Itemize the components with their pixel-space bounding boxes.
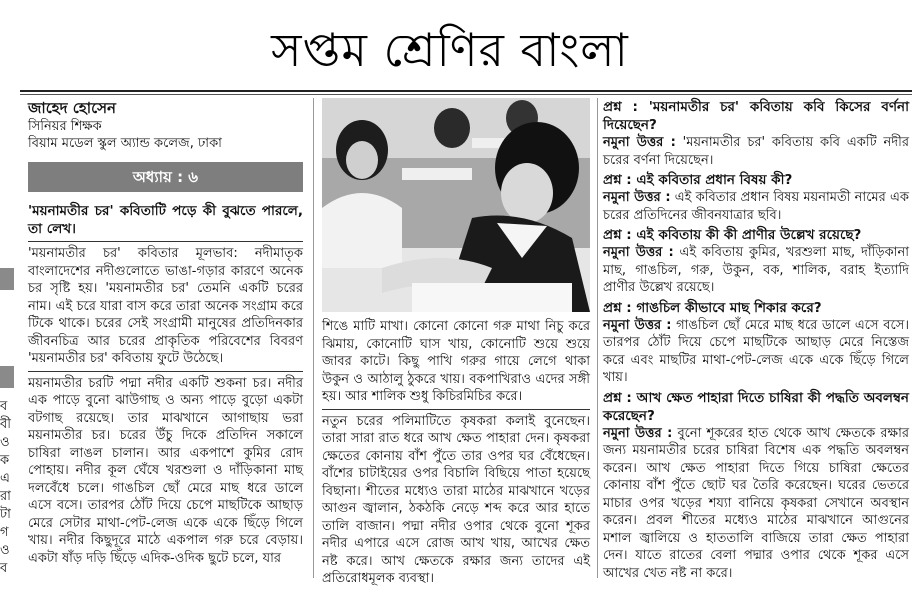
column-left (28, 98, 303, 569)
column-divider (597, 98, 598, 578)
edge-glyph: টা (0, 507, 11, 522)
lesson-question: 'ময়নামতীর চর' কবিতাটি পড়ে কী বুঝতে পারলে, তা লেখ। (28, 203, 303, 237)
edge-glyph: গ (0, 525, 9, 540)
edge-glyph: বী (0, 417, 11, 432)
qa-question: প্রশ্ন : গাঙচিল কীভাবে মাছ শিকার করে? (603, 299, 822, 316)
qa-answer-label: নমুনা উত্তর : (603, 425, 673, 441)
summary-paragraph: 'ময়নামতীর চর' কবিতার মূলভাব: নদীমাতৃক বাংলাদেশের নদীগুলোতে ভাঙা-গড়ার কারণে অনেক চর সৃষ্টি হয়। 'ময়নামতীর চর' তেমনি একটি চরের নাম। এই চরে যারা বাস করে তারা অনেক সংগ্রাম করে টিকে থাকে। চরের সেই সংগ্রামী মানুষের প্রতিদিনকার জীবনচিত্র আর চরের প্রাকৃতিক পরিবেশের বিবরণ 'ময়নামতীর চর' কবিতায় ফুটে উঠেছে। (28, 246, 303, 366)
qa-item (603, 98, 909, 169)
qa-item (603, 171, 909, 224)
adjacent-page-edge (0, 98, 14, 583)
qa-answer: এই কবিতার প্রধান বিষয় ময়নামতী নামের এক চরের প্রতিদিনের জীবনযাত্রার ছবি। (603, 190, 909, 223)
edge-glyph: ব (0, 561, 8, 576)
qa-question: প্রশ্ন : আখ ক্ষেত পাহারা দিতে চাষিরা কী পদ্ধতি অবলম্বন করেছেন? (603, 389, 909, 424)
author-school: বিয়াম মডেল স্কুল অ্যান্ড কলেজ, ঢাকা (28, 136, 222, 151)
body-paragraph: ময়নামতীর চরটি পদ্মা নদীর একটি শুকনা চর। নদীর এক পাড়ে বুনো ঝাউগাছ ও অন্য পাড়ে বুড়ো একটা বটগাছ রয়েছে। তার মাঝখানে আগাছায় ভরা ময়নামতীর চর। চরের উঁচু দিকে প্রতিদিন সকালে চাষিরা লাঙল চালান। আর একপাশে কুমির রোদ পোহায়। নদীর কূল ঘেঁষে খরশুলা ও দাঁড়িকানা মাছ দলবেঁধে চলে। গাঙচিল ছোঁ মেরে মাছ ধরে ডালে এসে বসে। তারপর ঠোঁট দিয়ে চেপে মাছটিকে আছাড় মেরে সেটার মাথা-পেট-লেজ একে একে ছিঁড়ে গিলে খায়। নদীর কিছুদূরে মাঠে একপাল গরু চরে বেড়ায়। একটা ষাঁড় দড়ি ছিঁড়ে এদিক-ওদিক ছুটে চলে, যার (28, 375, 303, 566)
header-rule (20, 90, 912, 92)
qa-answer: বুনো শূকরের হাত থেকে আখ ক্ষেতকে রক্ষার জন্য ময়নামতীর চরের চাষিরা বিশেষ এক পদ্ধতি অবলম্বন করেন। আখ ক্ষেত পাহারা দিতে গিয়ে চাষিরা ক্ষেতের কোনায় বাঁশ পুঁতে ছোট ঘর তৈরি করেছেন। ঘরের ভেতরে মাচার ওপর খড়ের শয্যা বানিয়ে কৃষকরা সেখানে অবস্থান করেন। প্রবল শীতের মধ্যেও মাঠের মাঝখানে আগুনের মশাল জ্বালিয়ে ও হাততালি বাজিয়ে তারা ক্ষেত পাহারা দেন। যাতে রাতের বেলা পদ্মার ওপার থেকে শূকর এসে আখের খেত নষ্ট না করে। (603, 425, 909, 581)
edge-glyph: রা (0, 489, 11, 504)
qa-item (603, 226, 909, 297)
body-paragraph: নতুন চরের পলিমাটিতে কৃষকরা কলাই বুনেছেন। তারা সারা রাত ধরে আখ ক্ষেত পাহারা দেন। কৃষকরা ক্ষেতের কোনায় বাঁশ পুঁতে তার ওপর ঘর বেঁধেছেন। বাঁশের চাটাইয়ের ওপর বিচালি বিছিয়ে পাতা হয়েছে বিছানা। শীতের মধ্যেও তারা মাঠের মাঝখানে খড়ের আগুন জ্বালান, ঠকঠকি নেড়ে শব্দ করে আর হাতে তালি বাজান। পদ্মা নদীর ওপার থেকে বুনো শূকর নদীর এপারে এসে রোজ আখ খায়, আখের ক্ষেত নষ্ট করে। আখ ক্ষেতকে রক্ষার জন্য তাদের এই প্রতিরোধমূলক ব্যবস্থা। (322, 413, 590, 586)
divider (28, 241, 303, 242)
edge-gray-bar (0, 366, 14, 388)
chapter-banner: অধ্যায় : ৬ (28, 162, 303, 192)
edge-gray-bar (0, 268, 14, 290)
qa-answer-label: নমুনা উত্তর : (603, 190, 671, 205)
edge-glyph: ব (0, 399, 8, 414)
edge-glyph: এ (0, 471, 10, 486)
header-rule-thin (20, 94, 912, 95)
qa-answer-label: নমুনা উত্তর : (603, 317, 672, 333)
edge-glyph: ক (0, 453, 10, 468)
qa-question: প্রশ্ন : এই কবিতার প্রধান বিষয় কী? (603, 172, 793, 188)
edge-glyph: ও (0, 435, 10, 450)
column-middle (322, 318, 590, 590)
author-name: জাহেদ হোসেন (28, 99, 116, 117)
edge-glyph: ও (0, 543, 10, 558)
page-headline: সপ্তম শ্রেণির বাংলা (271, 23, 629, 77)
divider (28, 371, 303, 372)
divider (322, 409, 590, 410)
qa-answer: গাঙচিল ছোঁ মেরে মাছ ধরে ডালে এসে বসে। তারপর ঠোঁট দিয়ে চেপে মাছটিকে আছাড় মেরে নিস্তেজ করে এবং মাছটির মাথা-পেট-লেজ একে একে ছিঁড়ে গিলে খায়। (603, 317, 909, 385)
edge-glyphs (0, 398, 14, 578)
qa-answer-label: নমুনা উত্তর : (603, 135, 676, 150)
qa-answer: 'ময়নামতীর চর' কবিতায় কবি একটি নদীর চরের বর্ণনা দিয়েছেন। (603, 135, 909, 168)
column-divider (313, 98, 314, 578)
column-right (603, 98, 909, 584)
qa-answer-label: নমুনা উত্তর : (603, 245, 674, 260)
qa-item (603, 299, 909, 387)
qa-item (603, 389, 909, 583)
qa-answer: এই কবিতায় কুমির, খরশুলা মাছ, দাঁড়িকানা মাছ, গাঙচিল, গরু, উকুন, বক, শালিক, বরাহ ইত্যাদি প্রাণীর উল্লেখ রয়েছে। (603, 245, 909, 295)
students-exam-photo (322, 98, 590, 312)
photo-illustration (322, 98, 590, 312)
qa-question: প্রশ্ন : এই কবিতায় কী কী প্রাণীর উল্লেখ রয়েছে? (603, 227, 862, 243)
body-paragraph: শিঙে মাটি মাখা। কোনো কোনো গরু মাথা নিচু করে ঝিমায়, কোনোটি ঘাস খায়, কোনোটি শুয়ে শুয়ে জাবর কাটে। কিছু পাখি গরুর গায়ে লেগে থাকা উকুন ও আঠালু ঠুকরে খায়। বকপাখিরাও এদের সঙ্গী হয়। আর শালিক শুধু কিচিরমিচির করে। (322, 319, 590, 404)
qa-question: প্রশ্ন : 'ময়নামতীর চর' কবিতায় কবি কিসের বর্ণনা দিয়েছেন? (603, 99, 909, 133)
author-title: সিনিয়র শিক্ষক (28, 119, 102, 134)
